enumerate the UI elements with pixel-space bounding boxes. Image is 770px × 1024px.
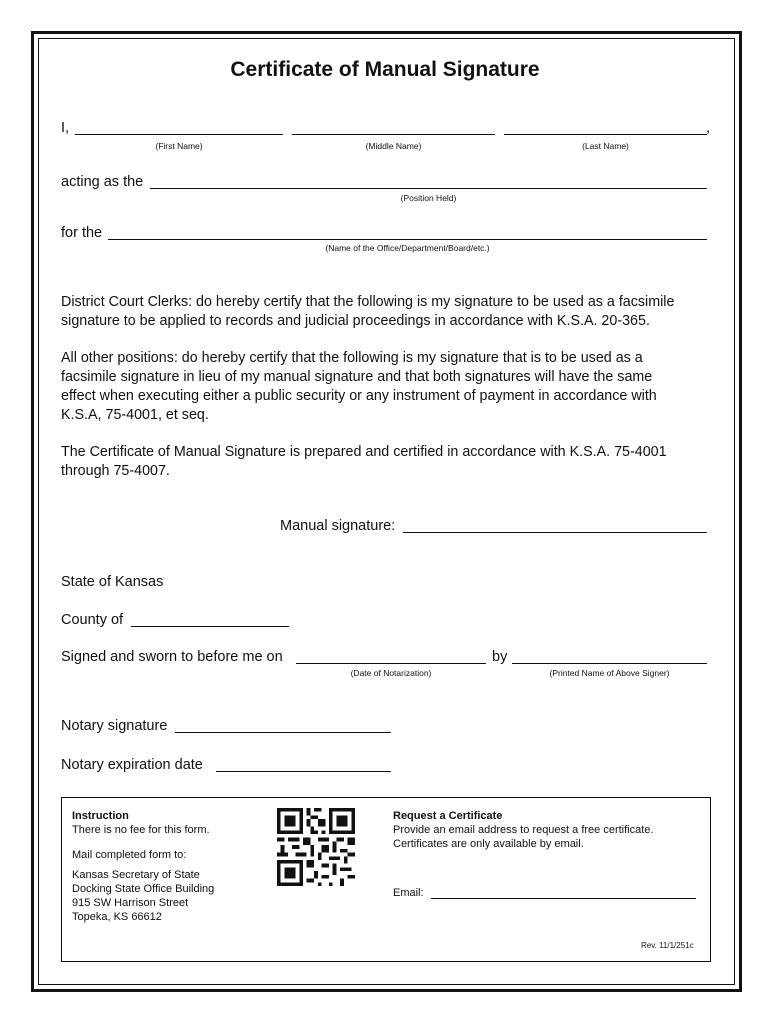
name-suffix: ,: [706, 120, 711, 136]
request-line-1: Provide an email address to request a free certificate.: [393, 824, 654, 836]
revision-label: Rev. 11/1/251c: [641, 941, 694, 950]
instruction-mail-label: Mail completed form to:: [72, 849, 187, 861]
notary-signature-label: Notary signature: [61, 718, 168, 734]
signer-name-caption: (Printed Name of Above Signer): [549, 668, 670, 678]
email-field[interactable]: [431, 898, 696, 899]
instruction-fee: There is no fee for this form.: [72, 824, 210, 836]
position-field[interactable]: [150, 188, 707, 189]
email-label: Email:: [393, 887, 424, 899]
form-title: Certificate of Manual Signature: [230, 58, 540, 81]
county-label: County of: [61, 612, 124, 628]
position-caption: (Position Held): [400, 193, 457, 203]
request-block: [393, 809, 653, 851]
qr-code-icon[interactable]: [274, 808, 358, 886]
last-name-field[interactable]: [504, 134, 707, 135]
notarization-date-caption: (Date of Notarization): [350, 668, 432, 678]
notarization-date-field[interactable]: [296, 663, 486, 664]
sworn-label: Signed and sworn to before me on: [61, 649, 283, 665]
middle-name-caption: (Middle Name): [365, 141, 422, 151]
for-label: for the: [61, 225, 103, 241]
address-line: Docking State Office Building: [72, 883, 215, 895]
sworn-by-label: by: [492, 649, 508, 665]
county-field[interactable]: [131, 626, 289, 627]
state-label: State of Kansas: [61, 574, 164, 590]
notary-expiration-field[interactable]: [216, 771, 391, 772]
address-line: 915 SW Harrison Street: [72, 897, 189, 909]
address-line: Topeka, KS 66612: [72, 911, 162, 923]
instruction-heading: Instruction: [72, 810, 129, 822]
middle-name-field[interactable]: [292, 134, 495, 135]
instruction-block: [72, 809, 214, 924]
office-caption: (Name of the Office/Department/Board/etc.): [325, 243, 490, 253]
request-heading: Request a Certificate: [393, 810, 503, 822]
paragraph-district-clerks: District Court Clerks: do hereby certify that the following is my signature to be used as a facsimile signature to be applied to records and judicial proceedings in accordance with K.S.A. 20-365.: [61, 294, 675, 329]
name-prefix: I,: [61, 120, 70, 136]
last-name-caption: (Last Name): [582, 141, 629, 151]
notary-expiration-label: Notary expiration date: [61, 757, 203, 773]
address-line: Kansas Secretary of State: [72, 869, 200, 881]
acting-label: acting as the: [61, 174, 144, 190]
signer-name-field[interactable]: [512, 663, 707, 664]
manual-signature-field[interactable]: [403, 532, 707, 533]
notary-signature-field[interactable]: [175, 732, 391, 733]
paragraph-other-positions: All other positions: do hereby certify that the following is my signature that is to be used as a facsimile signature in lieu of my manual signature and that both signatures will have the same effect when executing either a public security or any instrument of payment in accordance with K.S.A, 75-4001, et seq.: [61, 350, 657, 423]
paragraph-certification: The Certificate of Manual Signature is prepared and certified in accordance with K.S.A. 75-4001 through 75-4007.: [61, 444, 667, 479]
office-field[interactable]: [108, 239, 707, 240]
first-name-field[interactable]: [75, 134, 283, 135]
manual-signature-label: Manual signature:: [280, 518, 396, 534]
first-name-caption: (First Name): [155, 141, 203, 151]
request-line-2: Certificates are only available by email.: [393, 838, 584, 850]
